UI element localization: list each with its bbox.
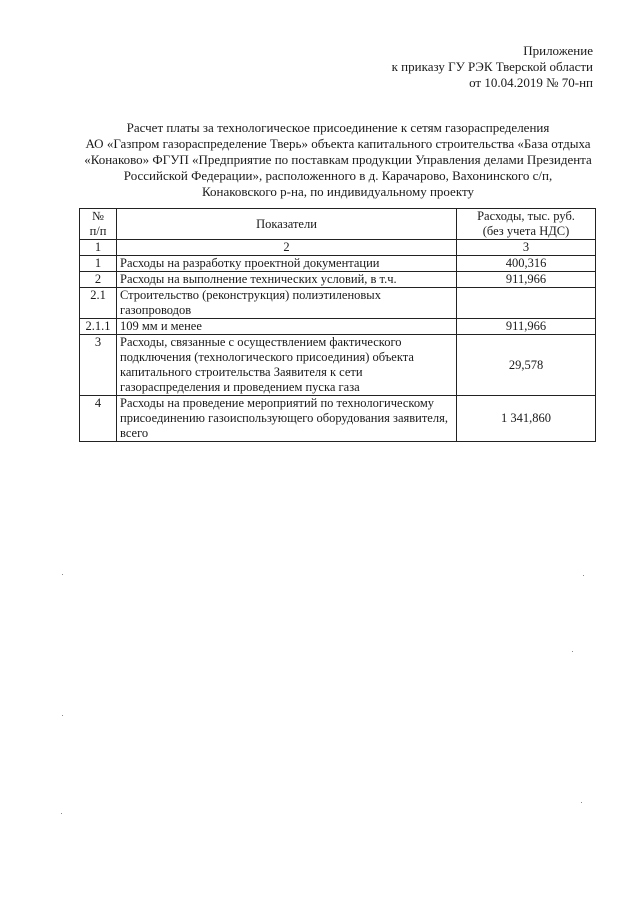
scan-speck (581, 802, 582, 803)
table-row (80, 288, 596, 319)
row-value: 1 341,860 (457, 396, 596, 442)
column-number-3: 3 (457, 240, 596, 256)
row-number: 2.1.1 (80, 319, 117, 335)
title-line-3: «Конаково» ФГУП «Предприятие по поставкам продукции Управления делами Президента (84, 152, 592, 167)
scan-speck (583, 575, 584, 576)
header-number-line-2: п/п (89, 224, 107, 238)
title-line-1: Расчет платы за технологическое присоединение к сетям газораспределения (126, 120, 550, 135)
appendix-header (392, 43, 593, 91)
row-value (457, 288, 596, 319)
header-cost (457, 209, 596, 240)
row-number: 2.1 (80, 288, 117, 319)
column-number-2: 2 (117, 240, 457, 256)
title-line-4: Российской Федерации», расположенного в д. Карачарово, Вахонинского с/п, (123, 168, 553, 183)
row-value: 400,316 (457, 256, 596, 272)
row-name: Расходы, связанные с осуществлением фактического подключения (технологического присоединия) объекта капитального строительства Заявителя к сети газораспределения и проведением пуска газа (117, 335, 457, 396)
row-name: Расходы на разработку проектной документации (117, 256, 457, 272)
row-value: 911,966 (457, 272, 596, 288)
row-name: Расходы на выполнение технических условий, в т.ч. (117, 272, 457, 288)
scan-speck (62, 715, 63, 716)
header-indicator: Показатели (117, 209, 457, 240)
table-row (80, 396, 596, 442)
row-name: Строительство (реконструкция) полиэтиленовых газопроводов (117, 288, 457, 319)
scan-speck (572, 651, 573, 652)
appendix-line-1: Приложение (523, 43, 593, 58)
row-value: 29,578 (457, 335, 596, 396)
title-line-5: Конаковского р-на, по индивидуальному проекту (202, 184, 474, 199)
title-line-2: АО «Газпром газораспределение Тверь» объекта капитального строительства «База отдыха (85, 136, 591, 151)
table-header-row (80, 209, 596, 240)
row-name: Расходы на проведение мероприятий по технологическому присоединению газоиспользующего оборудования заявителя, всего (117, 396, 457, 442)
column-number-row (80, 240, 596, 256)
table-row (80, 319, 596, 335)
row-name: 109 мм и менее (117, 319, 457, 335)
row-number: 4 (80, 396, 117, 442)
table-row (80, 272, 596, 288)
table-row (80, 335, 596, 396)
table-row (80, 256, 596, 272)
appendix-line-3: от 10.04.2019 № 70-нп (469, 75, 593, 90)
cost-table (79, 208, 596, 442)
appendix-line-2: к приказу ГУ РЭК Тверской области (391, 59, 593, 74)
header-number (80, 209, 117, 240)
row-value: 911,966 (457, 319, 596, 335)
header-cost-line-2: (без учета НДС) (482, 224, 570, 238)
row-number: 3 (80, 335, 117, 396)
column-number-1: 1 (80, 240, 117, 256)
row-number: 1 (80, 256, 117, 272)
document-title (64, 120, 612, 200)
header-number-line-1: № (92, 209, 104, 223)
header-cost-line-1: Расходы, тыс. руб. (477, 209, 575, 223)
scan-speck (61, 813, 62, 814)
row-number: 2 (80, 272, 117, 288)
scan-speck (62, 574, 63, 575)
